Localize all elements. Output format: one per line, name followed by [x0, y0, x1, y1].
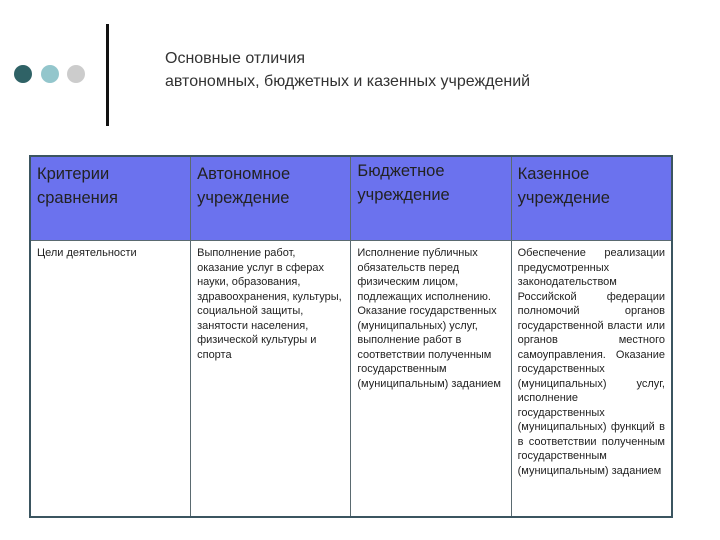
- cell-autonomous: Выполнение работ, оказание услуг в сферах науки, образования, здравоохранения, культуры, социальной защиты, занятости населения, физической культуры и спорта: [191, 241, 351, 518]
- table-row: [30, 241, 672, 518]
- title-line-2: автономных, бюджетных и казенных учреждений: [165, 73, 531, 90]
- page-title: [165, 47, 530, 93]
- header-budget: Бюджетное учреждение: [351, 156, 511, 241]
- divider-line: [106, 24, 109, 126]
- cell-budget: Исполнение публичных обязательств перед физическим лицом, подлежащих исполнению. Оказание государственных (муниципальных) услуг, выполнение работ в соответствии полученным государственным (муниципальным) заданием: [351, 241, 511, 518]
- cell-state: Обеспечение реализации предусмотренных законодательством Российской федерации полномочий органов государственной власти или органов местного самоуправления. Оказание государственных (муниципальных) услуг, исполнение государственных (муниципальных) функций в в соответствии полученным государственным (муниципальным) заданием: [511, 241, 672, 518]
- header-autonomous: Автономное учреждение: [191, 156, 351, 241]
- decor-dot-light: [41, 65, 59, 83]
- title-line-1: Основные отличия: [165, 50, 306, 67]
- cell-criterion: Цели деятельности: [30, 241, 191, 518]
- decor-dot-dark: [14, 65, 32, 83]
- decor-dot-gray: [67, 65, 85, 83]
- header-state: Казенное учреждение: [511, 156, 672, 241]
- table-header-row: [30, 156, 672, 241]
- comparison-table: [29, 155, 673, 518]
- header-criteria: Критерии сравнения: [30, 156, 191, 241]
